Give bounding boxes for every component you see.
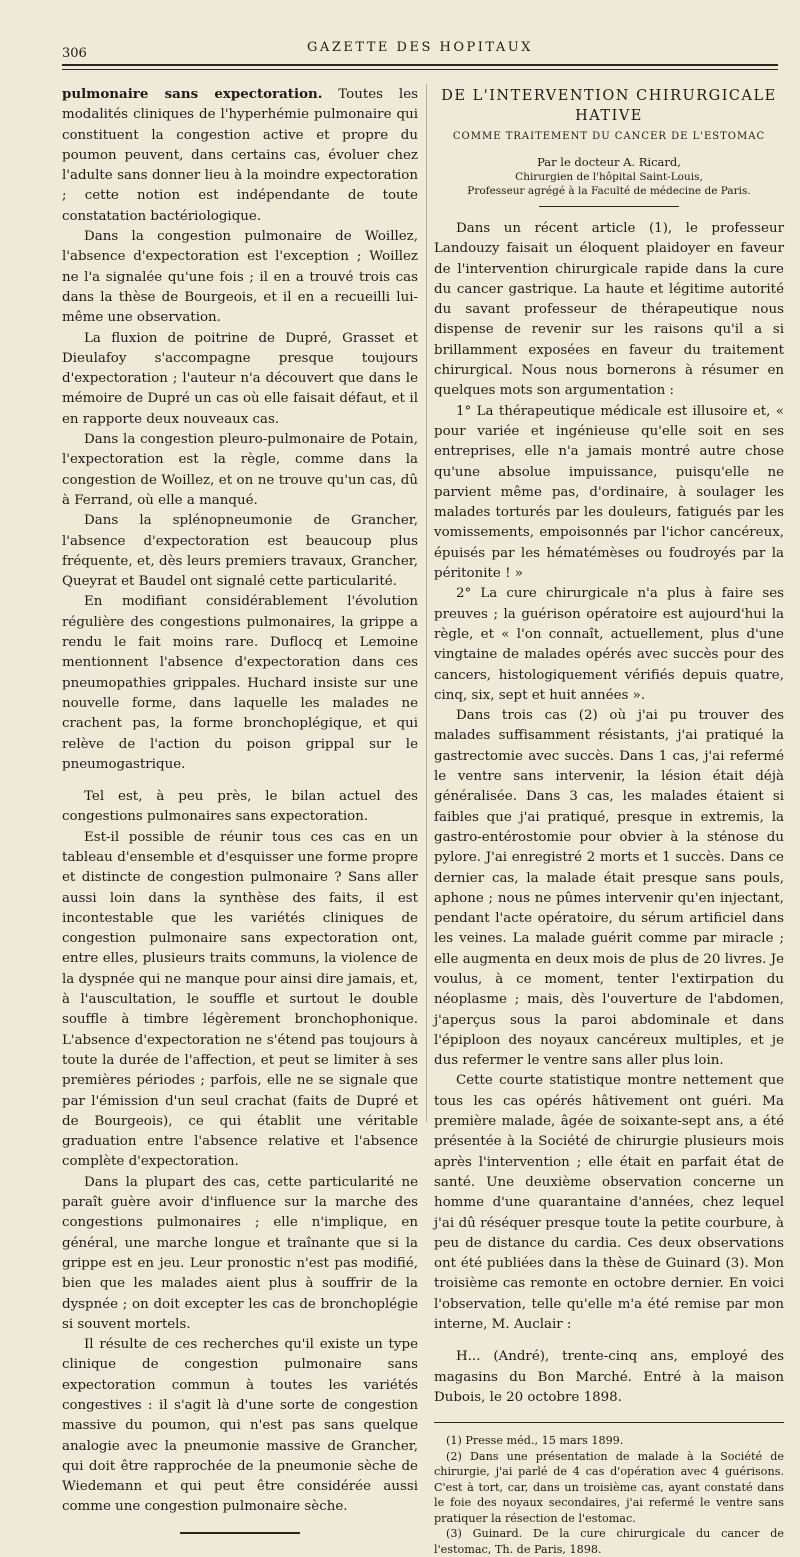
spacer [434, 1335, 784, 1347]
paragraph: En modifiant considérablement l'évolution régulière des congestions pulmonaires, la grippe a rendu le fait moins rare. Duflocq et Lemoine mentionnent l'absence d'expectoration dans ces pneumopathies grippales. Huchard insiste sur une nouvelle forme, dans laquelle les malades ne crachent pas, la forme bronchoplégique, et qui relève de l'action du poison grippal sur le pneumogastrique. [62, 594, 418, 772]
paragraph: Dans trois cas (2) où j'ai pu trouver des malades suffisamment résistants, j'ai pratiqué la gastrectomie avec succès. Dans 1 cas, j'ai refermé le ventre sans intervenir, la lésion était déjà généralisée. Dans 3 cas, les malades étaient si faibles que j'ai pratiqué, presque in extremis, la gastro-entérostomie pour obvier à la sténose du pylore. J'ai enregistré 2 morts et 1 succès. Dans ce dernier cas, la malade était presque sans pouls, aphone ; nous ne pûmes intervenir qu'en injectant, pendant l'acte opératoire, du sérum artificiel dans les veines. La malade guérit comme par miracle ; elle augmenta en deux mois de plus de 20 livres. Je voulus, à ce moment, tenter l'extirpation du néoplasme ; mais, dès l'ouverture de l'abdomen, j'aperçus sous la paroi abdominale et dans l'épiploon des noyaux cancéreux multiples, et je dus refermer le ventre sans aller plus loin. [434, 708, 784, 1069]
left-column [62, 84, 418, 1534]
spacer [62, 775, 418, 787]
footnote-rule [434, 1422, 784, 1423]
footnotes [434, 1433, 784, 1557]
column-separator [426, 84, 427, 1122]
paragraph: Dans la congestion pleuro-pulmonaire de Potain, l'expectoration est la règle, comme dans la congestion de Woillez, et on ne trouve qu'un cas, dû à Ferrand, où elle a manqué. [62, 432, 418, 508]
footnote: (1) Presse méd., 15 mars 1899. [446, 1434, 624, 1448]
journal-title: GAZETTE DES HOPITAUX [307, 40, 533, 55]
paragraph: Dans la congestion pulmonaire de Woillez, l'absence d'expectoration est l'exception ; Woillez ne l'a signalée qu'une fois ; il en a trouvé trois cas dans la thèse de Bourgeois, et il en a recueilli lui-même une observation. [62, 229, 418, 326]
byline: Par le docteur A. Ricard, [537, 155, 681, 169]
paragraph: Tel est, à peu près, le bilan actuel des congestions pulmonaires sans expectoration. [62, 789, 418, 825]
paragraph: Dans un récent article (1), le professeur Landouzy faisait un éloquent plaidoyer en faveur de l'intervention chirurgicale rapide dans la cure du cancer gastrique. La haute et légitime autorité du savant professeur de thérapeutique nous dispense de revenir sur les raisons qu'il a si brillamment exposées en faveur du traitement chirurgical. Nous nous bornerons à résumer en quelques mots son argumentation : [434, 221, 784, 399]
paragraph: Dans la plupart des cas, cette particularité ne paraît guère avoir d'influence sur la marche des congestions pulmonaires ; elle n'implique, en général, une marche longue et traînante que si la grippe est en jeu. Leur pronostic n'est pas modifié, bien que les malades aient plus à souffrir de la dyspnée ; on doit excepter les cas de bronchoplégie si souvent mortels. [62, 1174, 418, 1332]
paragraph [62, 84, 418, 227]
bold-lead: pulmonaire sans expectoration. [62, 86, 323, 102]
paragraph-text: Toutes les modalités cliniques de l'hyperhémie pulmonaire qui constituent la congestion active et propre du poumon peuvent, dans certains cas, évoluer chez l'adulte sans donner lieu à la moindre expectoration ; cette notion est indépendante de toute constatation bactériologique. [62, 87, 418, 224]
article-subtitle: COMME TRAITEMENT DU CANCER DE L'ESTOMAC [452, 131, 766, 142]
paragraph: 2° La cure chirurgicale n'a plus à faire ses preuves ; la guérison opératoire est aujourd'hui la règle, et « l'on connaît, actuellement, plus d'une vingtaine de malades opérés avec succès pour des cancers, histologiquement vérifiés depuis quatre, cinq, six, sept et huit années ». [434, 586, 784, 703]
article-title: DE L'INTERVENTION CHIRURGICALE HATIVE [441, 88, 777, 124]
paragraph: Il résulte de ces recherches qu'il existe un type clinique de congestion pulmonaire sans expectoration commun à toutes les variétés congestives : il s'agit là d'une sorte de congestion massive du poumon, qui n'est pas sans quelque analogie avec la pneumonie massive de Grancher, qui doit être rapprochée de la pneumonie sèche de Wiedemann et qui peut être considérée aussi comme une congestion pulmonaire sèche. [62, 1337, 418, 1515]
paragraph: Dans la splénopneumonie de Grancher, l'absence d'expectoration est beaucoup plus fréquente, et, dès leurs premiers travaux, Grancher, Queyrat et Baudel ont signalé cette particularité. [62, 513, 418, 590]
affiliation: Professeur agrégé à la Faculté de médecine de Paris. [467, 185, 751, 197]
header-rule-thin [62, 69, 778, 70]
affiliation: Chirurgien de l'hôpital Saint-Louis, [515, 171, 703, 183]
page-header [62, 38, 778, 61]
paragraph: H... (André), trente-cinq ans, employé des magasins du Bon Marché. Entré à la maison Dubois, le 20 octobre 1898. [434, 1349, 784, 1405]
footnote: (3) Guinard. De la cure chirurgicale du cancer de l'estomac, Th. de Paris, 1898. [434, 1527, 784, 1556]
paragraph: 1° La thérapeutique médicale est illusoire et, « pour variée et ingénieuse qu'elle soit en ses entreprises, elle n'a jamais montré autre chose qu'une absolue impuissance, puisqu'elle ne parvient même pas, d'ordinaire, à soulager les malades torturés par les douleurs, fatigués par les vomissements, empoisonnés par l'ichor cancéreux, épuisés par les hématémèses ou foudroyés par la péritonite ! » [434, 403, 784, 582]
paragraph: La fluxion de poitrine de Dupré, Grasset et Dieulafoy s'accompagne presque toujours d'expectoration ; l'auteur n'a découvert que dans le mémoire de Dupré un cas où elle faisait défaut, et il en rapporte deux nouveaux cas. [62, 330, 418, 427]
right-column [434, 84, 784, 1557]
paragraph: Est-il possible de réunir tous ces cas en un tableau d'ensemble et d'esquisser une forme propre et distincte de congestion pulmonaire ? Sans aller aussi loin dans la synthèse des faits, il est incontestable que les variétés cliniques de congestion pulmonaire sans expectoration ont, entre elles, plusieurs traits communs, la violence de la dyspnée qui ne manque pour ainsi dire jamais, et, à l'auscultation, le souffle et surtout le double souffle à timbre légèrement bronchophonique. L'absence d'expectoration ne s'étend pas toujours à toute la durée de l'affection, et peut se limiter à ses premières périodes ; parfois, elle ne se signale que par l'émission d'un seul crachat (faits de Dupré et de Bourgeois), ce qui établit une véritable graduation entre l'absence relative et l'absence complète d'expectoration. [62, 829, 418, 1170]
title-separator [539, 206, 679, 207]
header-rule [62, 64, 778, 66]
paragraph: Cette courte statistique montre nettement que tous les cas opérés hâtivement ont guéri. Ma première malade, âgée de soixante-sept ans, a été présentée à la Société de chirurgie plusieurs mois après l'intervention ; elle était en parfait état de santé. Une deuxième observation concerne un homme d'une quarantaine d'années, chez lequel j'ai dû réséquer presque toute la petite courbure, à peu de distance du cardia. Ces deux observations ont été publiées dans la thèse de Guinard (3). Mon troisième cas remonte en octobre dernier. En voici l'observation, telle qu'elle m'a été remise par mon interne, M. Auclair : [434, 1073, 784, 1333]
end-ornament [180, 1532, 300, 1534]
page-number: 306 [62, 46, 87, 61]
footnote: (2) Dans une présentation de malade à la Société de chirurgie, j'ai parlé de 4 cas d'opération avec 4 guérisons. C'est à tort, car, dans un troisième cas, ayant constaté dans le foie des noyaux secondaires, j'ai refermé le ventre sans pratiquer la résection de l'estomac. [434, 1449, 784, 1525]
